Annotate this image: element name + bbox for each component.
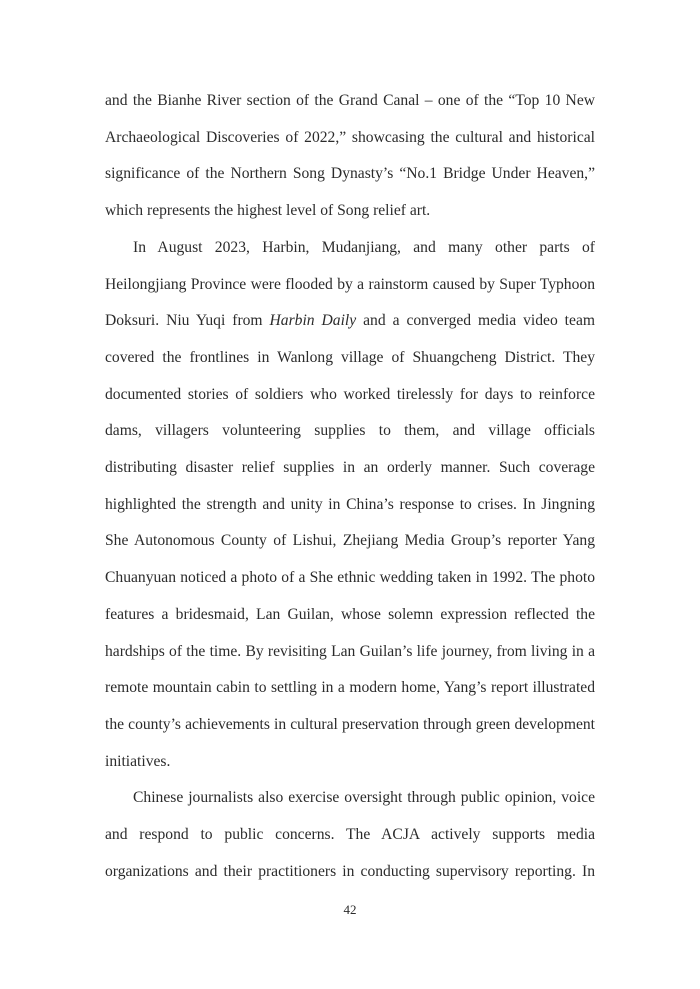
- paragraph-flood-coverage-text: In August 2023, Harbin, Mudanjiang, and many other parts of Heilongjiang Province were flooded by a rainstorm caused by Super Typhoon Doksuri. Niu Yuqi from: [105, 238, 595, 330]
- paragraph-grand-canal: and the Bianhe River section of the Grand Canal – one of the “Top 10 New Archaeological Discoveries of 2022,” showcasing the cultural and historical significance of the Northern Song Dynasty’s “No.1 Bridge Under Heaven,” which represents the highest level of Song relief art.: [105, 92, 595, 220]
- page-body-text: [105, 83, 595, 890]
- paragraph-oversight: Chinese journalists also exercise oversight through public opinion, voice and respond to public concerns. The ACJA actively supports media organizations and their practitioners in conducting supervisory reporting. In: [105, 789, 595, 880]
- page-number: 42: [343, 902, 357, 917]
- publication-title-italic: Harbin Daily: [269, 312, 357, 330]
- paragraph-flood-coverage: [105, 230, 595, 781]
- page-footer: [0, 900, 700, 920]
- paragraph-flood-coverage-text-cont: and a converged media video team covered the frontlines in Wanlong village of Shuangcheng District. They documented stories of soldiers who worked tirelessly for days to reinforce dams, villagers volunteering supplies to them, and village officials distributing disaster relief supplies in an orderly manner. Such coverage highlighted the strength and unity in China’s response to crises. In Jingning She Autonomous County of Lishui, Zhejiang Media Group’s reporter Yang Chuanyuan noticed a photo of a She ethnic wedding taken in 1992. The photo features a bridesmaid, Lan Guilan, whose solemn expression reflected the hardships of the time. By revisiting Lan Guilan’s life journey, from living in a remote mountain cabin to settling in a modern home, Yang’s report illustrated the county’s achievements in cultural preservation through green development initiatives.: [105, 312, 595, 770]
